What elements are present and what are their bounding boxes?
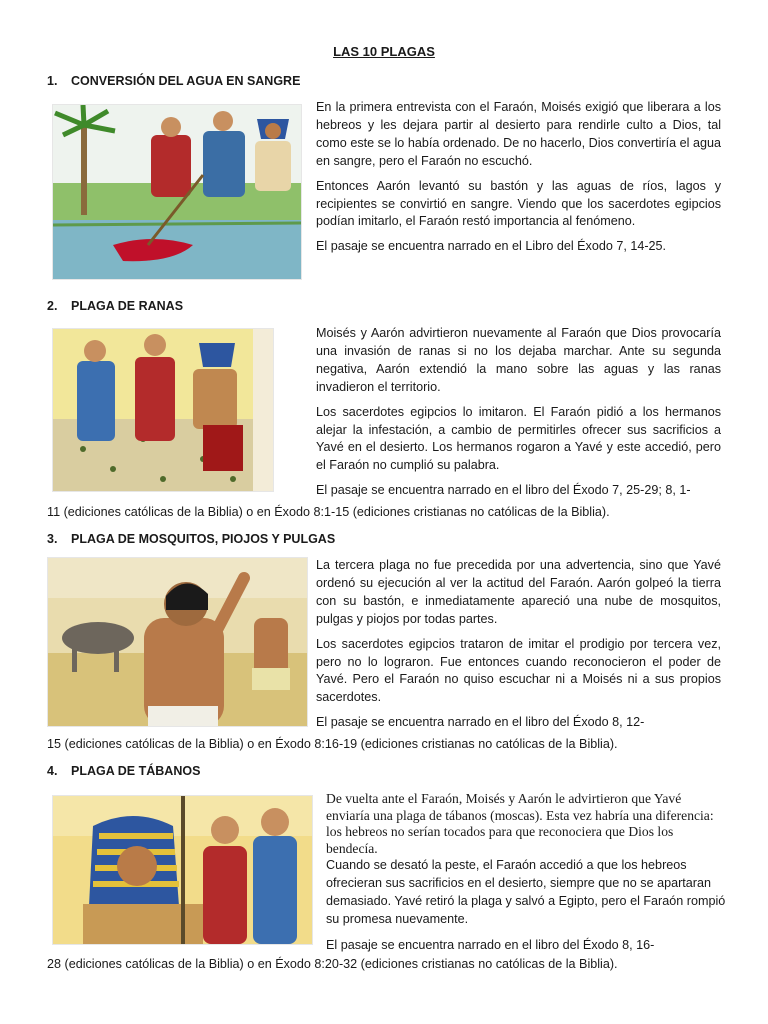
section-2-reference-continued: 11 (ediciones católicas de la Biblia) o en Éxodo 8:1-15 (ediciones cristianas no católicas de la Biblia). (47, 505, 610, 519)
section-4-intro: De vuelta ante el Faraón, Moisés y Aarón le advirtieron que Yavé enviaría una plaga de tábanos (moscas). Esta vez habría una diferencia: los hebreos no serían tocados para que reconociera que Dios los bendecía. (326, 791, 714, 856)
section-1-heading (47, 74, 300, 88)
section-title: CONVERSIÓN DEL AGUA EN SANGRE (71, 74, 301, 88)
section-number: 4. (47, 764, 58, 778)
paragraph: El pasaje se encuentra narrado en el Libro del Éxodo 7, 14-25. (316, 239, 667, 254)
section-number: 1. (47, 74, 58, 88)
paragraph: En la primera entrevista con el Faraón, Moisés exigió que liberara a los hebreos y les dejara partir al desierto para rendirle culto a Dios, tal como este se lo había ordenado. De no hacerlo, Dios convertiría el agua en sangre, pero el Faraón no escuchó. (316, 100, 721, 168)
paragraph: El pasaje se encuentra narrado en el libro del Éxodo 7, 25-29; 8, 1- (316, 483, 691, 498)
paragraph: El pasaje se encuentra narrado en el libro del Éxodo 8, 12- (316, 715, 645, 730)
paragraph: Los sacerdotes egipcios trataron de imitar el prodigio por tercera vez, pero no lo lograron. Fue entonces cuando reconocieron el poder de Yavé. Pero el Faraón no quiso escuchar ni a Moisés ni a sus propios sacerdotes. (316, 636, 721, 705)
paragraph: Entonces Aarón levantó su bastón y las aguas de ríos, lagos y recipientes se convirtió en sangre. Viendo que los sacerdotes egipcios podían imitarlo, el Faraón restó importancia al fenómeno. (316, 178, 721, 229)
section-4-reference: El pasaje se encuentra narrado en el libro del Éxodo 8, 16- (326, 938, 655, 952)
section-4-heading (47, 764, 200, 778)
illustration-horseflies (52, 795, 313, 945)
section-4-reference-continued: 28 (ediciones católicas de la Biblia) o en Éxodo 8:20-32 (ediciones cristianas no católicas de la Biblia). (47, 957, 618, 971)
section-number: 3. (47, 532, 58, 546)
paragraph: La tercera plaga no fue precedida por una advertencia, sino que Yavé ordenó su ejecución al ver la actitud del Faraón. Aarón golpeó la tierra con su bastón, e inmediatamente apareció una nube de mosquitos, pulgas y piojos por todas partes. (316, 558, 721, 626)
section-3-text (316, 557, 721, 732)
illustration-mosquitoes (47, 557, 308, 727)
illustration-frogs (52, 328, 274, 492)
illustration-water-to-blood (52, 104, 302, 280)
paragraph: Cuando se desató la peste, el Faraón accedió a que los hebreos ofrecieran sus sacrificios en el desierto, siempre que no se apartaran demasiado. Yavé retiró la plaga y salvó a Egipto, pero el Faraón rompió su promesa nuevamente. (326, 858, 726, 926)
section-title: PLAGA DE TÁBANOS (71, 764, 201, 778)
section-title: PLAGA DE MOSQUITOS, PIOJOS Y PULGAS (71, 532, 336, 546)
paragraph: Los sacerdotes egipcios lo imitaron. El Faraón pidió a los hermanos alejar la infestación, a cambio de permitirles ofrecer sus sacrificios a Yavé en el desierto. Los hermanos rogaron a Yavé y este accedió, pero el Faraón no cumplió su palabra. (316, 404, 721, 473)
section-2-text (316, 325, 721, 500)
section-2-heading (47, 299, 183, 313)
paragraph: Moisés y Aarón advirtieron nuevamente al Faraón que Dios provocaría una invasión de ranas si no los dejaba marchar. Ante su segunda negativa, Aarón extendió la mano sobre las aguas y las ranas invadieron el territorio. (316, 326, 721, 394)
page-title: LAS 10 PLAGAS (333, 44, 435, 59)
section-4-text (326, 857, 726, 936)
section-1-text (316, 99, 721, 263)
section-3-reference-continued: 15 (ediciones católicas de la Biblia) o en Éxodo 8:16-19 (ediciones cristianas no católicas de la Biblia). (47, 737, 618, 751)
section-3-heading (47, 532, 335, 546)
section-number: 2. (47, 299, 58, 313)
section-title: PLAGA DE RANAS (71, 299, 184, 313)
